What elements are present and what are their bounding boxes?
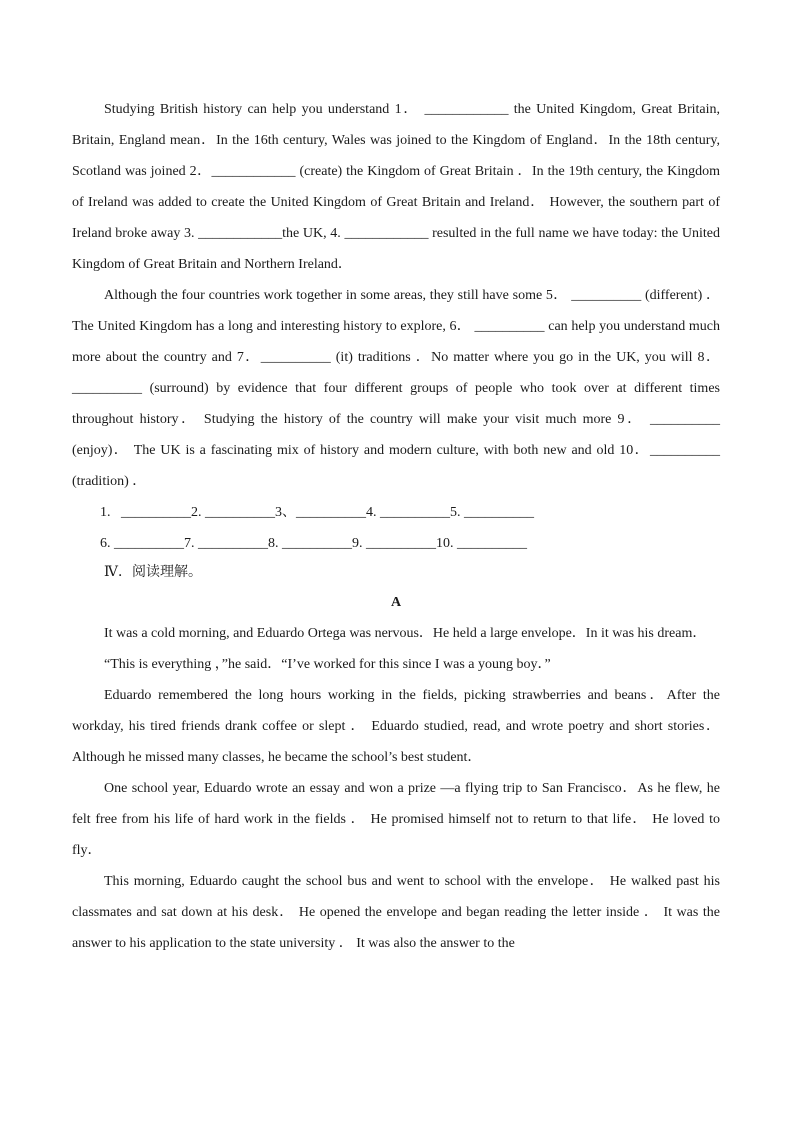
answer-blanks-row-1: 1. __________2. __________3、__________4. __________5. __________ bbox=[100, 505, 534, 520]
passage-a-paragraph-5: This morning, Eduardo caught the school bus and went to school with the envelope． He walked past his classmates and sat down at his desk． He opened the envelope and began reading the letter inside ． It was the answer to his application to the state university ． It was also the answer to the bbox=[72, 874, 720, 951]
passage-label: A bbox=[390, 595, 402, 610]
document-page bbox=[72, 94, 720, 959]
passage-a-paragraph-1: It was a cold morning, and Eduardo Ortega was nervous．He held a large envelope．In it was his dream． bbox=[104, 626, 707, 641]
section-heading: Ⅳ．阅读理解。 bbox=[104, 565, 202, 580]
passage-a-paragraph-3: Eduardo remembered the long hours working in the fields, picking strawberries and beans．After the workday, his tired friends drank coffee or slept ． Eduardo studied, read, and wrote poetry and short stories． Although he missed many classes, he became the school’s best student． bbox=[72, 688, 720, 765]
passage-paragraph-2: Although the four countries work together in some areas, they still have some 5． __________ (different) ． The United Kingdom has a long and interesting history to explore, 6． __________ can help you understand much more about the country and 7．__________ (it) traditions ．No matter where you go in the UK, you will 8．__________ (surround) by evidence that four different groups of people who took over at different times throughout history． Studying the history of the country will make your visit much more 9． __________ (enjoy)． The UK is a fascinating mix of history and modern culture, with both new and old 10．__________ (tradition) ． bbox=[72, 288, 720, 489]
passage-paragraph-1: Studying British history can help you understand 1． ____________ the United Kingdom, Great Britain, Britain, England mean．In the 16th century, Wales was joined to the Kingdom of England．In the 18th century, Scotland was joined 2．____________ (create) the Kingdom of Great Britain ．In the 19th century, the Kingdom of Ireland was added to create the United Kingdom of Great Britain and Ireland． However, the southern part of Ireland broke away 3. ____________the UK, 4. ____________ resulted in the full name we have today: the United Kingdom of Great Britain and Northern Ireland． bbox=[72, 102, 720, 272]
passage-a-paragraph-2: “This is everything ，”he said．“I’ve worked for this since I was a young boy．” bbox=[104, 657, 551, 672]
answer-blanks-row-2: 6. __________7. __________8. __________9. __________10. __________ bbox=[100, 536, 527, 551]
passage-a-paragraph-4: One school year, Eduardo wrote an essay and won a prize —a flying trip to San Francisco．As he flew, he felt free from his life of hard work in the fields ． He promised himself not to return to that life． He loved to fly． bbox=[72, 781, 720, 858]
